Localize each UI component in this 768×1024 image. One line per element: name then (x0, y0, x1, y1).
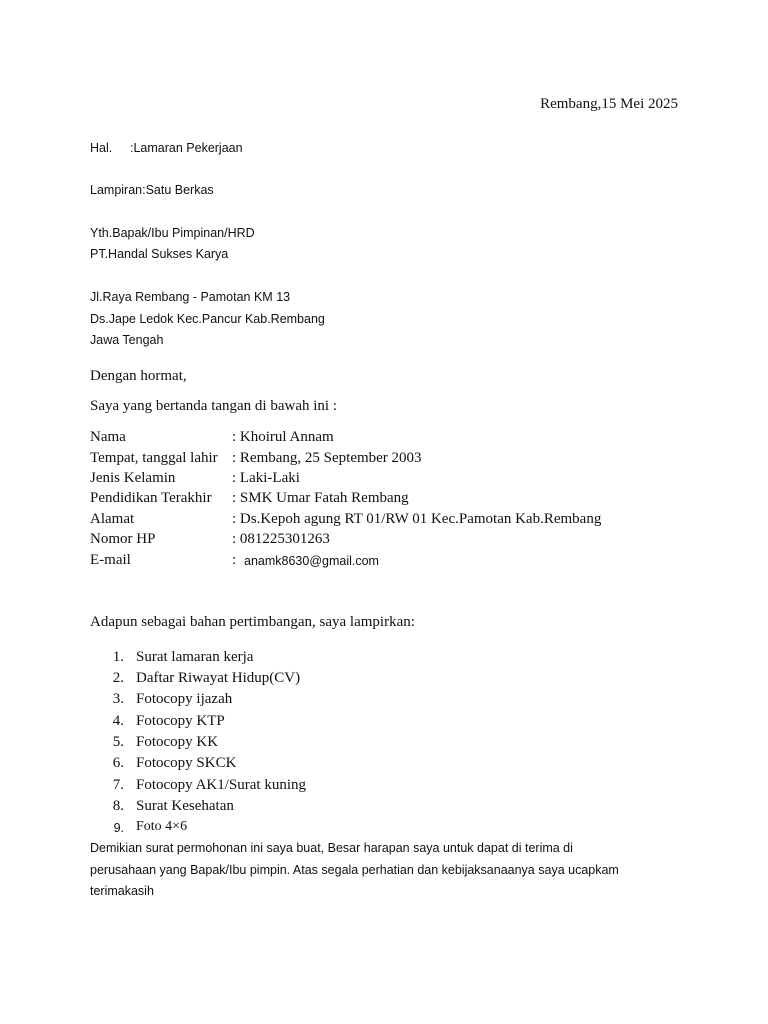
list-item: Fotocopy KTP (136, 713, 225, 729)
list-item: Foto 4×6 (136, 819, 188, 834)
attachments-intro: Adapun sebagai bahan pertimbangan, saya lampirkan: (90, 614, 415, 630)
list-item-number: 7. (112, 777, 124, 793)
list-item: Fotocopy ijazah (136, 691, 233, 707)
hal-label: Hal. (90, 141, 113, 155)
identity-value-email-colon: : (232, 552, 237, 568)
letter-date: Rembang,15 Mei 2025 (540, 96, 678, 112)
identity-value-gender: : Laki-Laki (232, 470, 300, 486)
list-item-number: 4. (112, 713, 124, 729)
identity-value-address: : Ds.Kepoh agung RT 01/RW 01 Kec.Pamotan Kab.Rembang (232, 511, 602, 527)
identity-value-email: anamk8630@gmail.com (244, 554, 379, 568)
identity-label-phone: Nomor HP (90, 531, 156, 547)
list-item: Fotocopy AK1/Surat kuning (136, 777, 307, 793)
lampiran-line: Lampiran:Satu Berkas (90, 183, 214, 197)
list-item-number: 1. (112, 649, 124, 665)
hal-value: :Lamaran Pekerjaan (130, 141, 243, 155)
list-item-number: 9. (113, 821, 124, 835)
closing-line-1: Demikian surat permohonan ini saya buat, Besar harapan saya untuk dapat di terima di (90, 841, 573, 855)
list-item-number: 5. (112, 734, 124, 750)
identity-label-nama: Nama (90, 429, 126, 445)
identity-value-phone: : 081225301263 (232, 531, 330, 547)
identity-value-nama: : Khoirul Annam (232, 429, 334, 445)
identity-label-gender: Jenis Kelamin (90, 470, 176, 486)
identity-label-ttl: Tempat, tanggal lahir (90, 450, 218, 466)
address-line-3: Jawa Tengah (90, 333, 164, 347)
address-line-2: Ds.Jape Ledok Kec.Pancur Kab.Rembang (90, 312, 325, 326)
identity-label-address: Alamat (90, 511, 135, 527)
recipient-line-1: Yth.Bapak/Ibu Pimpinan/HRD (90, 226, 255, 240)
intro-line: Saya yang bertanda tangan di bawah ini : (90, 398, 338, 414)
list-item: Daftar Riwayat Hidup(CV) (136, 670, 301, 686)
identity-value-ttl: : Rembang, 25 September 2003 (232, 450, 422, 466)
greeting: Dengan hormat, (90, 368, 187, 384)
identity-label-education: Pendidikan Terakhir (90, 490, 212, 506)
list-item-number: 8. (112, 798, 124, 814)
recipient-line-2: PT.Handal Sukses Karya (90, 247, 229, 261)
identity-label-email: E-mail (90, 552, 131, 568)
list-item: Fotocopy KK (136, 734, 219, 750)
address-line-1: Jl.Raya Rembang - Pamotan KM 13 (90, 290, 291, 304)
list-item: Fotocopy SKCK (136, 755, 237, 771)
identity-value-education: : SMK Umar Fatah Rembang (232, 490, 409, 506)
list-item-number: 3. (112, 691, 124, 707)
list-item-number: 2. (112, 670, 124, 686)
list-item: Surat lamaran kerja (136, 649, 254, 665)
list-item: Surat Kesehatan (136, 798, 234, 814)
closing-line-3: terimakasih (90, 884, 154, 898)
closing-line-2: perusahaan yang Bapak/Ibu pimpin. Atas segala perhatian dan kebijaksanaanya saya ucapkam (90, 863, 619, 877)
list-item-number: 6. (112, 755, 124, 771)
